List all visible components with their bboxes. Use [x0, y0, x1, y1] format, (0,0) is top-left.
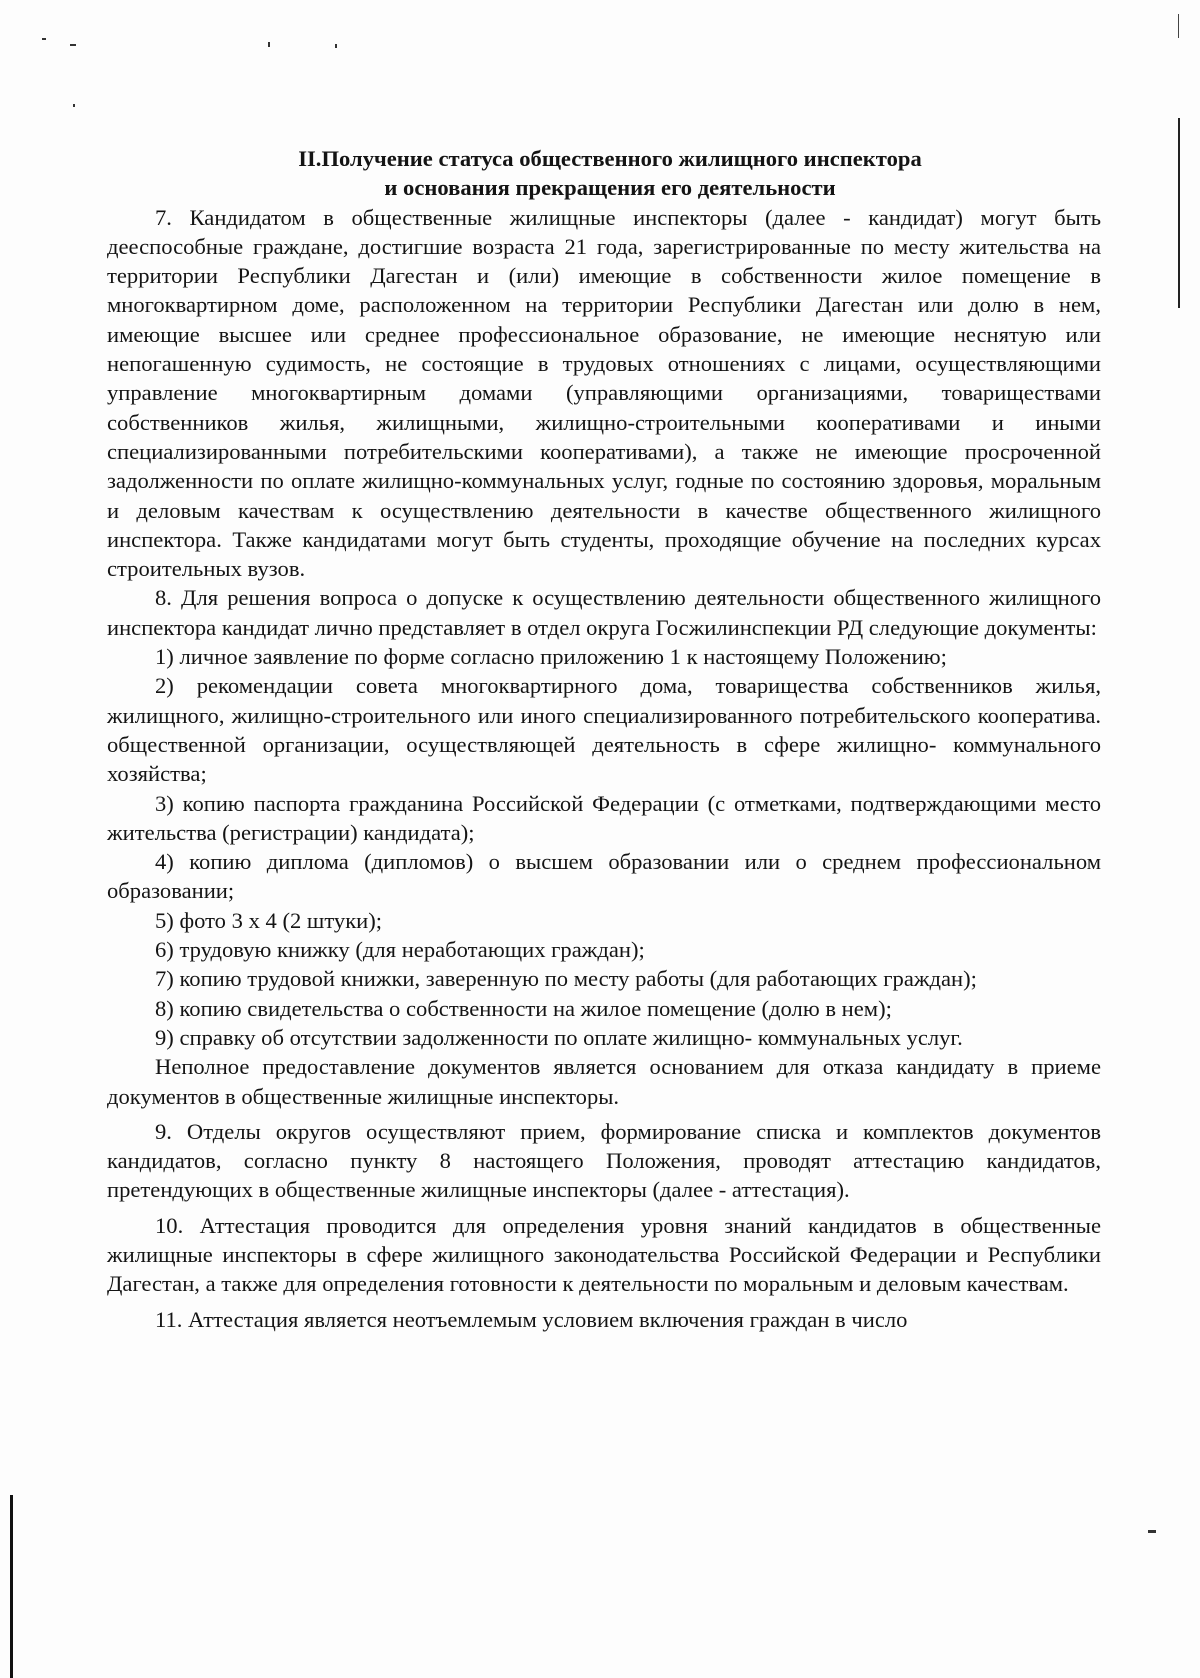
paragraph-9: 9. Отделы округов осуществляют прием, формирование списка и комплектов документов кандидатов, согласно пункту 8 настоящего Положения, проводят аттестацию кандидатов, претендующих в общественные жилищные инспекторы (далее - аттестация).	[107, 1118, 1101, 1203]
list-item-9: 9) справку об отсутствии задолженности по оплате жилищно- коммунальных услуг.	[155, 1024, 963, 1050]
list-item-5: 5) фото 3 х 4 (2 штуки);	[155, 907, 383, 933]
paragraph-11: 11. Аттестация является неотъемлемым условием включения граждан в число	[155, 1306, 908, 1332]
scan-edge-right	[1178, 118, 1180, 308]
scan-speck	[268, 42, 270, 47]
section-title-line-1: II.Получение статуса общественного жилищного инспектора	[298, 146, 922, 171]
list-item-1: 1) личное заявление по форме согласно приложению 1 к настоящему Положению;	[155, 644, 947, 670]
paragraph-10: 10. Аттестация проводится для определения уровня знаний кандидатов в общественные жилищные инспекторы в сфере жилищного законодательства Российской Федерации и Республики Дагестан, а также для определения готовности к деятельности по моральным и деловым качествам.	[107, 1212, 1101, 1297]
list-item-3: 3) копию паспорта гражданина Российской Федерации (с отметками, подтверждающими место жительства (регистрации) кандидата);	[107, 790, 1101, 845]
scan-speck	[1148, 1530, 1156, 1533]
list-item-6: 6) трудовую книжку (для неработающих граждан);	[155, 937, 645, 963]
scan-speck	[42, 38, 46, 40]
paragraph-7: 7. Кандидатом в общественные жилищные инспекторы (далее - кандидат) могут быть дееспособные граждане, достигшие возраста 21 года, зарегистрированные по месту жительства на территории Республики Дагестан и (или) имеющие в собственности жилое помещение в многоквартирном доме, расположенном на территории Республики Дагестан или долю в нем, имеющие высшее или среднее профессиональное образование, не имеющие неснятую или непогашенную судимость, не состоящие в трудовых отношениях с лицами, осуществляющими управление многоквартирным домами (управляющими организациями, товариществами собственников жилья, жилищными, жилищно-строительными кооперативами и иными специализированными потребительскими кооперативами), а также не имеющие просроченной задолженности по оплате жилищно-коммунальных услуг, годные по состоянию здоровья, моральным и деловым качествам к осуществлению деятельности в качестве общественного жилищного инспектора. Также кандидатами могут быть студенты, проходящие обучение на последних курсах строительных вузов.	[107, 204, 1101, 582]
scan-speck	[70, 44, 76, 46]
paragraph-incomplete-docs: Неполное предоставление документов является основанием для отказа кандидату в приеме документов в общественные жилищные инспекторы.	[107, 1054, 1101, 1109]
scan-speck	[335, 44, 337, 48]
list-item-8: 8) копию свидетельства о собственности на жилое помещение (долю в нем);	[155, 995, 892, 1021]
list-item-7: 7) копию трудовой книжки, заверенную по месту работы (для работающих граждан);	[155, 966, 977, 992]
section-title-line-2: и основания прекращения его деятельности	[384, 175, 836, 201]
section-title	[107, 144, 1101, 203]
list-item-2: 2) рекомендации совета многоквартирного дома, товарищества собственников жилья, жилищного, жилищно-строительного или иного специализированного потребительского кооператива. общественной организации, осуществляющей деятельность в сфере жилищно- коммунального хозяйства;	[107, 673, 1101, 787]
scan-edge-right-top	[1178, 14, 1179, 38]
document-body	[107, 144, 1101, 1334]
list-item-4: 4) копию диплома (дипломов) о высшем образовании или о среднем профессиональном образовании;	[107, 849, 1101, 904]
paragraph-8: 8. Для решения вопроса о допуске к осуществлению деятельности общественного жилищного инспектора кандидат лично представляет в отдел округа Госжилинспекции РД следующие документы:	[107, 585, 1101, 640]
scan-edge-left	[10, 1495, 13, 1678]
scan-speck	[73, 104, 75, 107]
